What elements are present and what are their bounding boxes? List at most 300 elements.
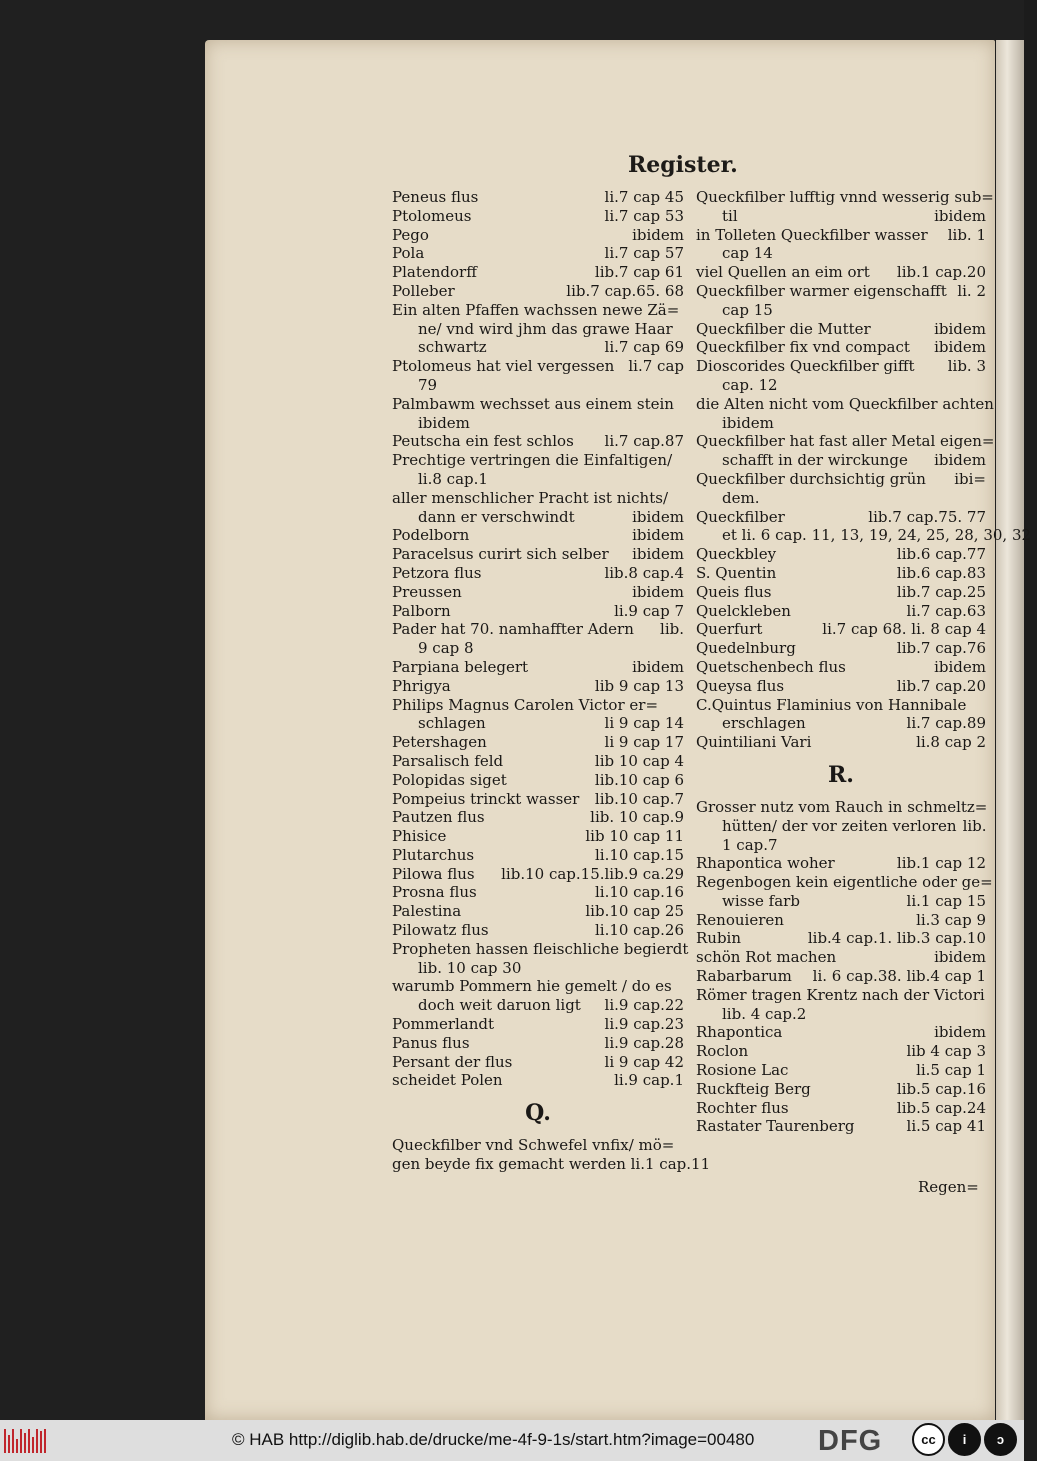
catchword: Regen= — [918, 1178, 979, 1196]
register-entry — [696, 564, 986, 583]
register-entry — [392, 752, 684, 771]
entry-reference — [678, 395, 684, 414]
entry-reference: ibidem — [632, 526, 684, 545]
register-entry — [392, 696, 684, 715]
cc-license-icon[interactable]: cc — [912, 1423, 945, 1456]
register-entry — [392, 244, 684, 263]
entry-text: 1 cap.7 — [722, 835, 778, 854]
entry-text: Rhapontica — [696, 1023, 783, 1042]
entry-reference: lib 9 cap 13 — [594, 676, 684, 695]
entry-reference: lib.7 cap.75. 77 — [868, 507, 986, 526]
entry-text: S. Quentin — [696, 563, 777, 582]
entry-text: Pilowa flus — [392, 864, 475, 883]
entry-reference: li.7 cap 45 — [604, 188, 684, 206]
entry-text: Palestina — [392, 902, 462, 921]
register-column-left — [392, 188, 711, 1174]
entry-reference: li.9 cap.23 — [604, 1015, 684, 1034]
entry-reference: li.7 cap.89 — [906, 714, 986, 733]
entry-reference: li.7 cap — [628, 357, 684, 376]
entry-reference — [678, 320, 684, 339]
entry-text: Queckfilber vnd Schwefel vnfix/ mö= — [392, 1136, 675, 1155]
register-entry — [392, 526, 684, 545]
entry-text: Rosione Lac — [696, 1061, 789, 1080]
register-entry — [392, 357, 684, 376]
register-column-right — [696, 188, 1032, 1136]
entry-reference — [678, 414, 684, 433]
register-entry — [696, 948, 986, 967]
entry-text: Pola — [392, 244, 425, 263]
register-entry — [696, 639, 986, 658]
entry-reference: lib.1 cap.20 — [896, 263, 986, 282]
entry-text: erschlagen — [722, 714, 806, 733]
entry-text: et li. 6 cap. 11, 13, 19, 24, 25, 28, 30, 32 — [722, 526, 1032, 545]
entry-reference: li.7 cap 57 — [604, 244, 684, 263]
register-entry — [392, 282, 684, 301]
entry-text: Pego — [392, 225, 429, 244]
entry-text: Regenbogen kein eigentliche oder ge= — [696, 873, 993, 892]
cc-sa-icon[interactable]: ↄ — [984, 1423, 1017, 1456]
entry-reference: lib. — [660, 620, 684, 639]
entry-reference — [688, 940, 694, 959]
register-entry — [392, 263, 684, 282]
entry-text: in Tolleten Queckfilber wasser — [696, 225, 928, 244]
entry-reference — [679, 301, 685, 320]
entry-text: Parsalisch feld — [392, 751, 504, 770]
register-entry — [696, 338, 986, 357]
entry-reference — [987, 798, 993, 817]
entry-text: Queckfilber durchsichtig grün — [696, 469, 926, 488]
register-entry — [696, 986, 986, 1005]
register-entry — [392, 188, 684, 207]
entry-text: Rubin — [696, 929, 742, 948]
entry-reference: lib.8 cap.4 — [604, 563, 684, 582]
entry-text: Queckfilber warmer eigenschafft — [696, 281, 947, 300]
entry-reference: li 9 cap 17 — [604, 733, 684, 752]
register-entry — [392, 432, 684, 451]
register-entry — [392, 376, 684, 395]
register-entry — [696, 696, 986, 715]
entry-text: Ruckfteig Berg — [696, 1079, 811, 1098]
entry-text: Quetschenbech flus — [696, 657, 846, 676]
register-entry — [392, 846, 684, 865]
register-entry — [392, 677, 684, 696]
register-entry — [696, 244, 986, 263]
adjacent-page-edge — [996, 40, 1024, 1420]
entry-text: cap 14 — [722, 244, 773, 263]
register-entry — [696, 451, 986, 470]
entry-text: lib. 4 cap.2 — [722, 1004, 807, 1023]
entry-reference: lib. — [962, 816, 987, 835]
entry-text: Peneus flus — [392, 188, 479, 206]
entry-reference: lib. 1 — [947, 225, 986, 244]
cc-by-icon[interactable]: i — [948, 1423, 981, 1456]
register-entry — [392, 301, 684, 320]
entry-text: gen beyde fix gemacht werden li.1 cap.11 — [392, 1155, 711, 1174]
entry-reference: lib.10 cap 6 — [594, 770, 684, 789]
entry-text: Queckfilber die Mutter — [696, 319, 871, 338]
entry-reference: ibidem — [632, 545, 684, 564]
entry-text: Panus flus — [392, 1033, 470, 1052]
entry-reference: li.9 cap.1 — [614, 1071, 684, 1090]
copyright-url-link[interactable]: © HAB http://diglib.hab.de/drucke/me-4f-9-1s/start.htm?image=00480 — [232, 1430, 755, 1449]
entry-reference — [980, 489, 986, 508]
entry-reference: ibidem — [632, 507, 684, 526]
entry-reference — [980, 1005, 986, 1024]
entry-reference: lib.7 cap.25 — [896, 582, 986, 601]
register-entry — [392, 977, 684, 996]
entry-text: Quelckleben — [696, 601, 791, 620]
entry-text: ne/ vnd wird jhm das grawe Haar — [418, 319, 673, 338]
register-entry — [392, 338, 684, 357]
entry-reference: ibidem — [934, 948, 986, 967]
register-entry — [696, 508, 986, 527]
entry-reference: lib.5 cap.16 — [896, 1079, 986, 1098]
register-entry — [696, 470, 986, 489]
entry-text: Pilowatz flus — [392, 921, 489, 940]
entry-text: Queckfilber — [696, 507, 785, 526]
entry-text: wisse farb — [722, 891, 800, 910]
entry-text: Quintiliani Vari — [696, 733, 812, 752]
register-entry — [392, 620, 684, 639]
entry-reference: li.5 cap 1 — [916, 1061, 986, 1080]
entry-text: Roclon — [696, 1042, 749, 1061]
entry-reference: lib.7 cap 61 — [594, 263, 684, 282]
entry-reference — [994, 432, 1000, 451]
entry-text: Plutarchus — [392, 845, 475, 864]
register-entry — [696, 892, 986, 911]
entry-text: cap 15 — [722, 300, 773, 319]
entry-reference: lib.10 cap.7 — [594, 789, 684, 808]
register-entry — [392, 395, 684, 414]
entry-reference: li 9 cap 14 — [604, 714, 684, 733]
entry-reference: lib.4 cap.1. lib.3 cap.10 — [807, 929, 986, 948]
register-entry — [696, 1117, 986, 1136]
entry-reference — [678, 959, 684, 978]
entry-reference: li.7 cap 69 — [604, 338, 684, 357]
register-entry — [392, 639, 684, 658]
entry-reference — [678, 451, 684, 470]
register-entry — [696, 929, 986, 948]
license-badges[interactable] — [912, 1423, 1017, 1456]
entry-text: cap. 12 — [722, 375, 778, 394]
register-entry — [696, 714, 986, 733]
entry-text: Propheten hassen fleischliche begierdt — [392, 939, 689, 958]
register-entry — [696, 301, 986, 320]
entry-reference: ibidem — [934, 319, 986, 338]
entry-reference: ibidem — [934, 1023, 986, 1042]
entry-text: Preussen — [392, 582, 462, 601]
register-entry — [696, 357, 986, 376]
entry-reference: li.3 cap 9 — [916, 910, 986, 929]
register-entry — [392, 545, 684, 564]
register-entry — [392, 714, 684, 733]
register-entry — [392, 1071, 684, 1090]
register-entry — [392, 959, 684, 978]
entry-text: Querfurt — [696, 620, 763, 639]
entry-reference: lib 10 cap 11 — [585, 827, 684, 846]
register-entry — [392, 808, 684, 827]
entry-reference: ibidem — [632, 657, 684, 676]
entry-reference: lib 4 cap 3 — [906, 1042, 986, 1061]
entry-text: Rabarbarum — [696, 967, 792, 986]
hab-logo-icon — [4, 1429, 50, 1453]
entry-text: Parpiana belegert — [392, 657, 529, 676]
register-entry — [392, 602, 684, 621]
entry-reference: li.9 cap 7 — [614, 601, 684, 620]
entry-text: Palmbawm wechsset aus einem stein — [392, 394, 674, 413]
entry-reference: li.1 cap 15 — [906, 891, 986, 910]
entry-text: Philips Magnus Carolen Victor er= — [392, 695, 659, 714]
entry-text: Queysa flus — [696, 676, 785, 695]
entries-r — [696, 797, 993, 1136]
register-entry — [696, 526, 1032, 545]
entry-text: Pader hat 70. namhaffter Adern — [392, 620, 634, 639]
register-entry — [392, 583, 684, 602]
entry-text: 9 cap 8 — [418, 639, 474, 658]
entry-reference — [678, 696, 684, 715]
entry-text: Phrigya — [392, 676, 451, 695]
entry-reference — [678, 470, 684, 489]
entry-reference: li.9 cap.22 — [604, 996, 684, 1015]
register-entry — [696, 432, 995, 451]
entry-text: Polleber — [392, 281, 455, 300]
entry-reference — [678, 639, 684, 658]
entry-text: Platendorff — [392, 263, 477, 282]
register-entry — [392, 996, 684, 1015]
register-entry — [392, 883, 684, 902]
entry-reference: li 9 cap 42 — [604, 1052, 684, 1071]
register-entry — [392, 902, 684, 921]
entry-text: scheidet Polen — [392, 1071, 503, 1090]
entry-text: til — [722, 206, 738, 225]
entry-reference — [678, 1136, 684, 1155]
entry-reference: lib.10 cap.15.lib.9 ca.29 — [501, 864, 684, 883]
entry-reference — [993, 873, 999, 892]
register-entry — [696, 263, 986, 282]
entry-reference: li.7 cap 53 — [604, 206, 684, 225]
register-entry — [392, 414, 684, 433]
entry-text: lib. 10 cap 30 — [418, 958, 522, 977]
entry-reference: ibidem — [632, 225, 684, 244]
section-letter-r: R. — [828, 761, 854, 788]
register-entry — [392, 1136, 684, 1155]
register-entry — [696, 620, 986, 639]
register-entry — [392, 1015, 684, 1034]
entry-reference: lib.7 cap.76 — [896, 639, 986, 658]
entry-text: Rastater Taurenberg — [696, 1117, 855, 1136]
entry-text: Paracelsus curirt sich selber — [392, 545, 609, 564]
entry-reference — [980, 301, 986, 320]
section-letter-q: Q. — [525, 1100, 551, 1127]
entry-text: ibidem — [722, 413, 774, 432]
entry-reference: li. 2 — [957, 281, 986, 300]
entry-reference: li.10 cap.26 — [594, 921, 684, 940]
entry-reference: li.8 cap 2 — [916, 733, 986, 752]
register-entry — [696, 854, 986, 873]
register-entry — [696, 658, 986, 677]
entry-reference — [980, 836, 986, 855]
register-entry — [392, 207, 684, 226]
register-entry — [392, 939, 689, 959]
entry-text: viel Quellen an eim ort — [696, 263, 870, 282]
register-entry — [696, 545, 986, 564]
entry-text: Peutscha ein fest schlos — [392, 432, 574, 451]
register-entry — [392, 226, 684, 245]
register-entry — [696, 1099, 986, 1118]
register-entry — [696, 583, 986, 602]
entry-reference: li.7 cap.63 — [906, 601, 986, 620]
entries-p — [392, 188, 689, 1090]
entry-text: Phisice — [392, 827, 447, 846]
entry-text: schön Rot machen — [696, 948, 837, 967]
register-entry — [696, 394, 994, 414]
entry-text: Prechtige vertringen die Einfaltigen/ — [392, 451, 673, 470]
register-entry — [392, 1053, 684, 1072]
entry-text: Queis flus — [696, 582, 772, 601]
register-entry — [696, 1005, 986, 1024]
entry-reference: lib.6 cap.83 — [896, 563, 986, 582]
entry-text: Römer tragen Krentz nach der Victori — [696, 985, 985, 1004]
register-entry — [696, 489, 986, 508]
register-entry — [392, 320, 684, 339]
register-entry — [696, 376, 986, 395]
entry-reference: li.7 cap 68. li. 8 cap 4 — [822, 620, 986, 639]
register-entry — [696, 817, 986, 836]
entry-reference: li.5 cap 41 — [906, 1117, 986, 1136]
entry-reference: lib.5 cap.24 — [896, 1098, 986, 1117]
register-entry — [696, 414, 986, 433]
entry-reference: ibidem — [934, 338, 986, 357]
entry-reference: li. 6 cap.38. lib.4 cap 1 — [812, 967, 986, 986]
entry-reference: ibidem — [934, 206, 986, 225]
entry-text: dann er verschwindt — [418, 507, 575, 526]
register-entry — [392, 921, 684, 940]
entry-reference: li.7 cap.87 — [604, 432, 684, 451]
register-entry — [696, 873, 993, 892]
register-entry — [696, 1042, 986, 1061]
entry-text: doch weit daruon ligt — [418, 996, 581, 1015]
entry-reference: lib.10 cap 25 — [585, 902, 684, 921]
register-entry — [392, 564, 684, 583]
entry-text: hütten/ der vor zeiten verloren — [722, 816, 957, 835]
register-entry — [696, 188, 994, 207]
register-entry — [696, 1023, 986, 1042]
entry-reference: lib.1 cap 12 — [896, 854, 986, 873]
entry-reference — [985, 986, 991, 1005]
entry-text: C.Quintus Flaminius von Hannibale — [696, 695, 967, 714]
register-entry — [392, 508, 684, 527]
entry-reference — [710, 1155, 716, 1174]
register-entry — [392, 865, 684, 884]
entry-text: aller menschlicher Pracht ist nichts/ — [392, 488, 668, 507]
running-head: Register. — [628, 152, 738, 178]
entry-text: die Alten nicht vom Queckfilber achten — [696, 394, 994, 413]
entry-reference — [980, 696, 986, 715]
entry-text: Polopidas siget — [392, 770, 507, 789]
register-entry — [696, 798, 986, 817]
entry-reference — [994, 395, 1000, 414]
entry-text: Ein alten Pfaffen wachssen newe Zä= — [392, 300, 680, 319]
entry-text: schwartz — [418, 338, 487, 357]
entry-reference: lib. 3 — [947, 357, 986, 376]
register-entry — [392, 451, 684, 470]
entry-reference — [678, 489, 684, 508]
entry-text: Persant der flus — [392, 1052, 513, 1071]
entry-reference: li.10 cap.15 — [594, 845, 684, 864]
entries-q-right — [696, 188, 1032, 752]
entry-reference — [980, 244, 986, 263]
footer-bar — [0, 1420, 1024, 1461]
entry-reference — [980, 376, 986, 395]
entry-reference: ibi= — [954, 469, 986, 488]
entry-text: 79 — [418, 375, 438, 394]
entry-text: Petzora flus — [392, 563, 482, 582]
entry-text: Renouieren — [696, 910, 784, 929]
register-entry — [392, 1155, 711, 1174]
entry-text: Queckfilber hat fast aller Metal eigen= — [696, 432, 995, 451]
register-entry — [392, 658, 684, 677]
register-entry — [392, 771, 684, 790]
register-entry — [696, 282, 986, 301]
entry-text: Rochter flus — [696, 1098, 789, 1117]
entry-text: Prosna flus — [392, 883, 477, 902]
entry-reference: lib. 10 cap.9 — [590, 808, 684, 827]
entry-reference — [1031, 526, 1037, 545]
entry-text: Dioscorides Queckfilber gifft — [696, 357, 915, 376]
entry-text: schlagen — [418, 714, 486, 733]
entry-text: Petershagen — [392, 733, 487, 752]
entry-text: Queckfilber lufftig vnnd wesserig sub= — [696, 188, 994, 206]
entries-q-left — [392, 1136, 711, 1174]
entry-text: schafft in der wirckunge — [722, 451, 908, 470]
register-entry — [696, 967, 986, 986]
register-entry — [392, 733, 684, 752]
register-entry — [696, 1080, 986, 1099]
entry-text: Rhapontica woher — [696, 854, 835, 873]
entry-text: Pautzen flus — [392, 808, 485, 827]
entry-text: dem. — [722, 488, 760, 507]
entry-text: Ptolomeus — [392, 206, 472, 225]
register-entry — [696, 911, 986, 930]
entry-reference: ibidem — [934, 451, 986, 470]
entry-reference — [994, 188, 1000, 207]
entry-text: Quedelnburg — [696, 639, 796, 658]
entry-reference: li.10 cap.16 — [594, 883, 684, 902]
entry-reference: lib.6 cap.77 — [896, 545, 986, 564]
entry-reference: lib.7 cap.20 — [896, 676, 986, 695]
entry-text: Pommerlandt — [392, 1015, 495, 1034]
entry-text: li.8 cap.1 — [418, 469, 488, 488]
entry-reference — [678, 376, 684, 395]
entry-reference — [678, 977, 684, 996]
register-entry — [696, 733, 986, 752]
entry-text: Queckbley — [696, 545, 777, 564]
entry-text: ibidem — [418, 413, 470, 432]
register-entry — [696, 836, 986, 855]
entry-text: Grosser nutz vom Rauch in schmeltz= — [696, 797, 988, 816]
entry-reference: lib 10 cap 4 — [594, 751, 684, 770]
entry-reference: ibidem — [632, 582, 684, 601]
register-entry — [392, 790, 684, 809]
register-entry — [696, 1061, 986, 1080]
entry-reference: ibidem — [934, 657, 986, 676]
entry-text: Pompeius trinckt wasser — [392, 789, 580, 808]
dfg-logo: DFG — [818, 1425, 883, 1457]
register-entry — [392, 489, 684, 508]
entry-text: warumb Pommern hie gemelt / do es — [392, 977, 672, 996]
register-entry — [696, 207, 986, 226]
register-entry — [392, 470, 684, 489]
